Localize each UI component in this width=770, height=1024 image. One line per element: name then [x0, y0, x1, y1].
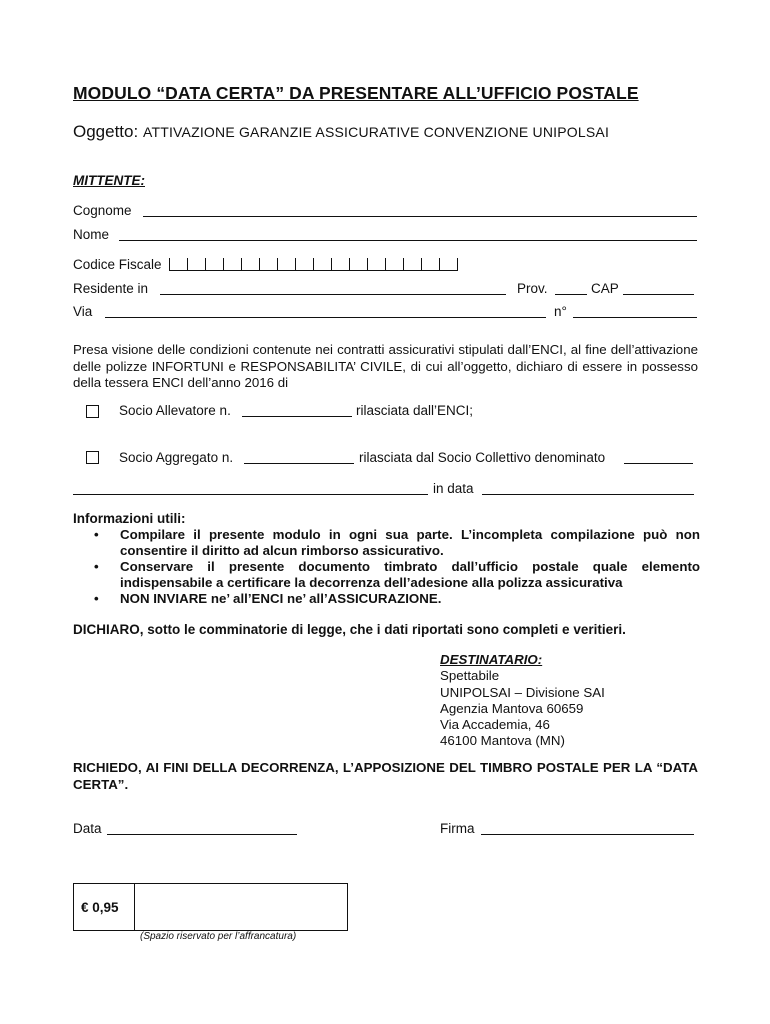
request-text: RICHIEDO, AI FINI DELLA DECORRENZA, L’APPOSIZIONE DEL TIMBRO POSTALE PER LA “DATA CERTA”.	[73, 760, 698, 792]
list-item	[94, 559, 700, 591]
recipient-line: Via Accademia, 46	[440, 717, 550, 733]
info-item-text: NON INVIARE ne’ all’ENCI ne’ all’ASSICURAZIONE.	[120, 591, 442, 606]
cf-char-box[interactable]	[241, 258, 259, 271]
nome-field[interactable]	[119, 240, 697, 241]
prov-field[interactable]	[555, 294, 587, 295]
cf-char-box[interactable]	[205, 258, 223, 271]
codice-fiscale-row	[73, 257, 458, 272]
recipient-line: UNIPOLSAI – Divisione SAI	[440, 684, 605, 700]
cf-char-box[interactable]	[349, 258, 367, 271]
document-title: MODULO “DATA CERTA” DA PRESENTARE ALL’UFFICIO POSTALE	[73, 83, 639, 103]
in-data-label: in data	[433, 481, 474, 496]
residente-label: Residente in	[73, 281, 149, 296]
cf-char-box[interactable]	[169, 258, 187, 271]
data-label: Data	[73, 821, 102, 836]
list-item	[94, 591, 700, 607]
cf-char-box[interactable]	[403, 258, 421, 271]
in-data-field[interactable]	[482, 494, 694, 495]
bullet-icon: •	[94, 559, 99, 574]
cap-label: CAP	[591, 281, 619, 296]
cognome-label: Cognome	[73, 203, 132, 218]
cognome-field[interactable]	[143, 216, 697, 217]
postage-caption: (Spazio riservato per l’affrancatura)	[140, 931, 297, 942]
cf-char-box[interactable]	[187, 258, 205, 271]
cf-char-box[interactable]	[421, 258, 439, 271]
via-label: Via	[73, 304, 93, 319]
statement-paragraph: Presa visione delle condizioni contenute nei contratti assicurativi stipulati dall’ENCI, al fine dell’attivazione delle polizze INFORTUNI e RESPONSABILITA’ CIVILE, di cui all’oggetto, dichiaro di essere in possesso della tessera ENCI dell’anno 2016 di	[73, 342, 698, 390]
denominazione-field[interactable]	[73, 494, 428, 495]
data-field[interactable]	[107, 834, 297, 835]
aggregato-suffix: rilasciata dal Socio Collettivo denominato	[359, 450, 606, 465]
info-item-text: Compilare il presente modulo in ogni sua parte. L’incompleta compilazione può non consentire il diritto ad alcun rimborso assicurativo.	[120, 527, 700, 558]
codice-fiscale-label: Codice Fiscale	[73, 257, 162, 272]
numero-label: n°	[554, 304, 567, 319]
info-item-text: Conservare il presente documento timbrato dall’ufficio postale quale elemento indispensabile a certificare la decorrenza dell’adesione alla polizza assicurativa	[120, 559, 700, 590]
allevatore-number-field[interactable]	[242, 416, 352, 417]
recipient-heading: DESTINATARIO:	[440, 652, 543, 667]
recipient-line: Agenzia Mantova 60659	[440, 700, 584, 716]
bullet-icon: •	[94, 527, 99, 542]
prov-label: Prov.	[517, 281, 548, 296]
info-list	[94, 527, 700, 607]
info-heading: Informazioni utili:	[73, 511, 186, 526]
codice-fiscale-boxes[interactable]	[169, 257, 458, 272]
firma-field[interactable]	[481, 834, 694, 835]
subject-line	[73, 122, 609, 142]
bullet-icon: •	[94, 591, 99, 606]
allevatore-checkbox[interactable]	[86, 405, 99, 418]
cf-char-box[interactable]	[295, 258, 313, 271]
recipient-line: Spettabile	[440, 668, 500, 684]
recipient-block	[440, 652, 605, 750]
residente-field[interactable]	[160, 294, 506, 295]
postage-price: € 0,95	[81, 900, 119, 915]
allevatore-label: Socio Allevatore n.	[119, 403, 231, 418]
allevatore-suffix: rilasciata dall’ENCI;	[356, 403, 474, 418]
declaration-text: DICHIARO, sotto le comminatorie di legge, che i dati riportati sono completi e veritieri.	[73, 622, 626, 637]
cf-char-box[interactable]	[385, 258, 403, 271]
cap-field[interactable]	[623, 294, 694, 295]
cf-char-box[interactable]	[259, 258, 277, 271]
cf-char-box[interactable]	[367, 258, 385, 271]
via-field[interactable]	[105, 317, 546, 318]
postage-divider	[134, 884, 135, 930]
socio-collettivo-field[interactable]	[624, 463, 693, 464]
cf-char-box[interactable]	[223, 258, 241, 271]
nome-label: Nome	[73, 227, 110, 242]
list-item	[94, 527, 700, 559]
sender-heading: MITTENTE:	[73, 173, 145, 188]
numero-field[interactable]	[573, 317, 697, 318]
cf-char-box[interactable]	[439, 258, 458, 271]
recipient-line: 46100 Mantova (MN)	[440, 733, 565, 749]
aggregato-checkbox[interactable]	[86, 451, 99, 464]
subject-value: ATTIVAZIONE GARANZIE ASSICURATIVE CONVENZIONE UNIPOLSAI	[142, 124, 610, 140]
aggregato-label: Socio Aggregato n.	[119, 450, 234, 465]
subject-label: Oggetto:	[73, 122, 139, 141]
aggregato-number-field[interactable]	[244, 463, 354, 464]
cf-char-box[interactable]	[331, 258, 349, 271]
cf-char-box[interactable]	[313, 258, 331, 271]
cf-char-box[interactable]	[277, 258, 295, 271]
firma-label: Firma	[440, 821, 475, 836]
postage-box	[73, 883, 348, 931]
